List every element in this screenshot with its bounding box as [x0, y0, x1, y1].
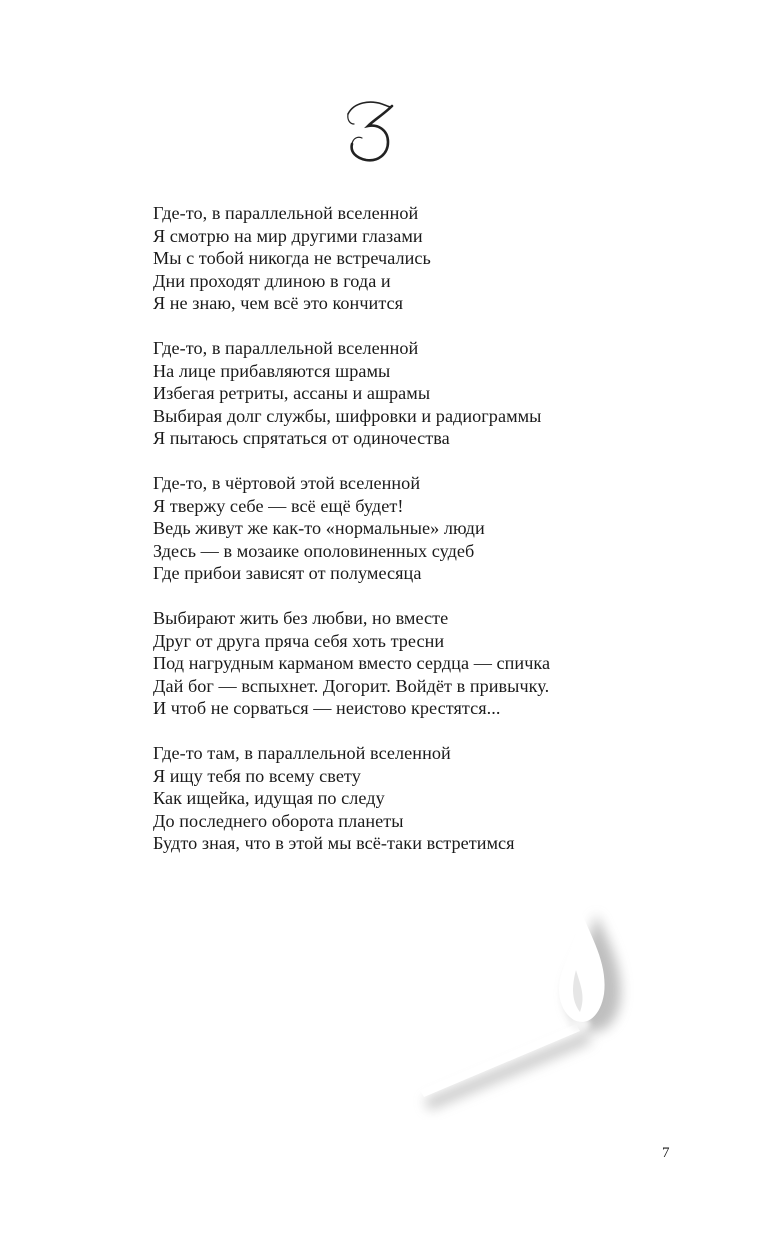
stanza	[153, 742, 673, 855]
poem-line: Друг от друга пряча себя хоть тресни	[153, 630, 445, 651]
poem-line: Здесь — в мозаике ополовиненных судеб	[153, 540, 475, 561]
poem-line: Я пытаюсь спрятаться от одиночества	[153, 428, 450, 448]
poem-line: Я твержу себе — всё ещё будет!	[153, 495, 404, 516]
poem-line: Я ищу тебя по всему свету	[153, 765, 361, 786]
poem-line: Дни проходят длиною в года и	[153, 270, 391, 291]
poem-line: Ведь живут же как-то «нормальные» люди	[153, 518, 485, 538]
poem-line: Выбирают жить без любви, но вместе	[153, 608, 449, 628]
poem-line: Где прибои зависят от полумесяца	[153, 563, 422, 583]
poem-line: Избегая ретриты, ассаны и ашрамы	[153, 383, 431, 403]
stanza	[153, 472, 673, 585]
burning-match-icon	[410, 900, 650, 1120]
poem-line: Я не знаю, чем всё это кончится	[153, 293, 404, 313]
poem-line: Мы с тобой никогда не встречались	[153, 248, 431, 268]
poem-line: Где-то, в параллельной вселенной	[153, 203, 419, 223]
stanza	[153, 607, 673, 720]
poem-line: До последнего оборота планеты	[153, 810, 404, 831]
stanza	[153, 337, 673, 450]
poem-line: Будто зная, что в этой мы всё-таки встретимся	[153, 833, 515, 853]
poem-line: Я смотрю на мир другими глазами	[153, 225, 423, 246]
poem-line: На лице прибавляются шрамы	[153, 360, 391, 381]
stanza	[153, 202, 673, 315]
poem-line: И чтоб не сорваться — неистово крестятся...	[153, 698, 501, 718]
calligraphic-z-ornament-icon	[344, 98, 396, 164]
poem-line: Под нагрудным карманом вместо сердца — спичка	[153, 653, 551, 673]
poem-line: Выбирая долг службы, шифровки и радиограммы	[153, 405, 542, 426]
poem-line: Дай бог — вспыхнет. Догорит. Войдёт в привычку.	[153, 675, 550, 696]
poem-text	[153, 202, 673, 877]
poem-line: Где-то, в чёртовой этой вселенной	[153, 473, 421, 493]
poem-line: Где-то, в параллельной вселенной	[153, 338, 419, 358]
poem-line: Где-то там, в параллельной вселенной	[153, 743, 451, 763]
poem-line: Как ищейка, идущая по следу	[153, 788, 385, 808]
page-number: 7	[662, 1145, 670, 1161]
